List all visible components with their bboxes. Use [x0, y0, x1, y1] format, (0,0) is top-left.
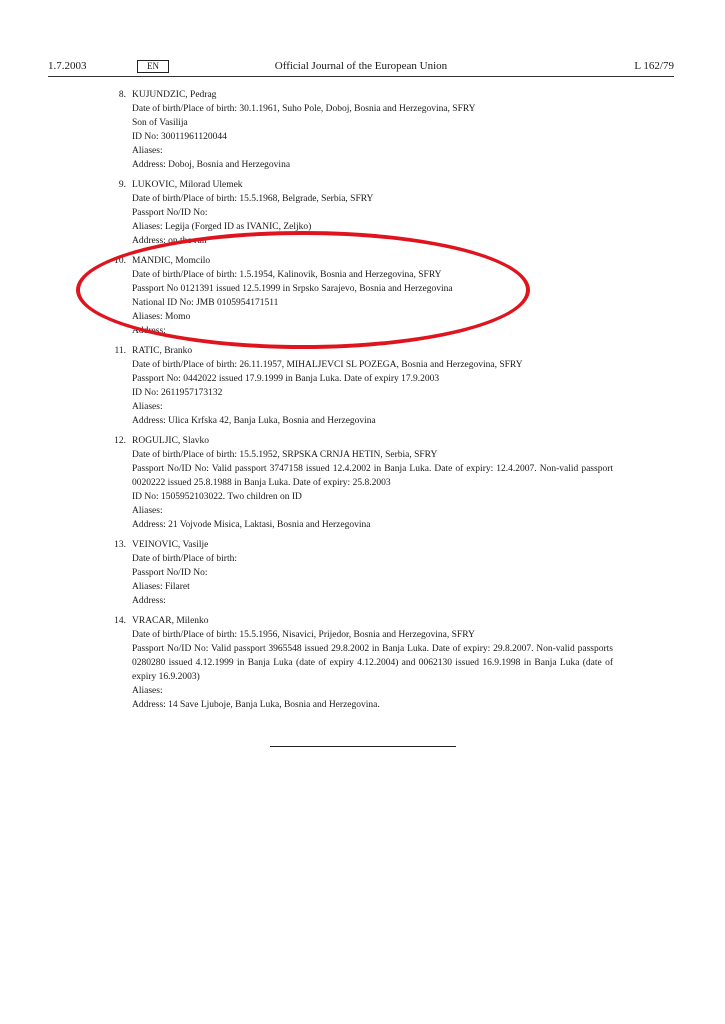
entry-name: VRACAR, Milenko [132, 616, 209, 626]
header-divider [48, 76, 674, 77]
list-item [0, 254, 725, 338]
entry-detail-line: Aliases: Filaret [132, 582, 190, 592]
entry-detail-line: Date of birth/Place of birth: 1.5.1954, Kalinovik, Bosnia and Herzegovina, SFRY [132, 270, 442, 280]
entry-detail-line: Date of birth/Place of birth: 15.5.1968, Belgrade, Serbia, SFRY [132, 194, 374, 204]
entry-name: KUJUNDZIC, Pedrag [132, 90, 217, 100]
entry-detail-line: Date of birth/Place of birth: 15.5.1956, Nisavici, Prijedor, Bosnia and Herzegovina, SFRY [132, 630, 475, 640]
entry-detail-line: Date of birth/Place of birth: 30.1.1961, Suho Pole, Doboj, Bosnia and Herzegovina, SFRY [132, 104, 476, 114]
list-item [0, 178, 725, 248]
entry-detail-line: Address: Ulica Krfska 42, Banja Luka, Bosnia and Herzegovina [132, 416, 376, 426]
entry-detail-line: Aliases: [132, 146, 163, 156]
entry-number: 11. [114, 346, 126, 356]
entry-name: RATIC, Branko [132, 346, 193, 356]
entry-detail-line: Aliases: Momo [132, 312, 191, 322]
entry-number: 10. [114, 256, 126, 266]
entry-detail-line: Passport No/ID No: Valid passport 3747158 issued 12.4.2002 in Banja Luka. Date of expiry: 12.4.2007. Non-valid passport 0020222 issued 25.8.1988 in Banja Luka. Date of expiry: 25.8.2003 [132, 464, 613, 488]
entry-detail-line: Son of Vasilija [132, 118, 188, 128]
entry-name: VEINOVIC, Vasilje [132, 540, 209, 550]
entry-number: 12. [114, 436, 126, 446]
entry-number: 13. [114, 540, 126, 550]
entry-name: MANDIC, Momcilo [132, 256, 211, 266]
entry-detail-line: Address: [132, 596, 166, 606]
entry-detail-line: ID No: 2611957173132 [132, 388, 223, 398]
entry-detail-line: Date of birth/Place of birth: 15.5.1952, SRPSKA CRNJA HETIN, Serbia, SFRY [132, 450, 438, 460]
entry-detail-line: Passport No/ID No: Valid passport 3965548 issued 29.8.2002 in Banja Luka. Date of expiry: 29.8.2007. Non-valid passports 0280280 issued 4.12.1999 in Banja Luka (date of expiry 4.12.2004) and 0062130 issued 16.9.1998 in Banja Luka (date of expiry 16.9.2003) [132, 644, 613, 682]
entry-detail-line: Address: 14 Save Ljuboje, Banja Luka, Bosnia and Herzegovina. [132, 700, 380, 710]
entry-number: 8. [118, 90, 126, 100]
entry-detail-line: ID No: 1505952103022. Two children on ID [132, 492, 302, 502]
entry-detail-line: Date of birth/Place of birth: [132, 554, 237, 564]
entry-detail-line: Address: Doboj, Bosnia and Herzegovina [132, 160, 291, 170]
entry-detail-line: Aliases: Legija (Forged ID as IVANIC, Zeljko) [132, 222, 312, 232]
entry-name: LUKOVIC, Milorad Ulemek [132, 180, 243, 190]
entry-number: 9. [118, 180, 126, 190]
entry-detail-line: Passport No/ID No: [132, 208, 208, 218]
entry-detail-line: National ID No: JMB 0105954171511 [132, 298, 279, 308]
entry-detail-line: Address: on the run [132, 236, 207, 246]
entry-detail-line: Address: [132, 326, 166, 336]
entry-name: ROGULJIC, Slavko [132, 436, 210, 446]
end-divider [270, 746, 456, 747]
entry-detail-line: Aliases: [132, 506, 163, 516]
entry-detail-line: Date of birth/Place of birth: 26.11.1957, MIHALJEVCI SL POZEGA, Bosnia and Herzegovina, SFRY [132, 360, 523, 370]
entry-detail-line: Passport No/ID No: [132, 568, 208, 578]
entry-list [0, 88, 725, 718]
list-item [0, 538, 725, 608]
language-badge: EN [137, 60, 169, 73]
entry-detail-line: Passport No: 0442022 issued 17.9.1999 in Banja Luka. Date of expiry 17.9.2003 [132, 374, 440, 384]
page-header [48, 58, 674, 74]
entry-detail-line: Passport No 0121391 issued 12.5.1999 in Srpsko Sarajevo, Bosnia and Herzegovina [132, 284, 453, 294]
publication-date: 1.7.2003 [48, 60, 87, 72]
entry-detail-line: ID No: 30011961120044 [132, 132, 227, 142]
entry-detail-line: Address: 21 Vojvode Misica, Laktasi, Bosnia and Herzegovina [132, 520, 371, 530]
entry-detail-line: Aliases: [132, 402, 163, 412]
entry-number: 14. [114, 616, 126, 626]
list-item [0, 614, 725, 712]
list-item [0, 88, 725, 172]
entry-detail-line: Aliases: [132, 686, 163, 696]
list-item [0, 344, 725, 428]
list-item [0, 434, 725, 532]
page-reference: L 162/79 [634, 60, 674, 72]
journal-title: Official Journal of the European Union [274, 60, 448, 72]
